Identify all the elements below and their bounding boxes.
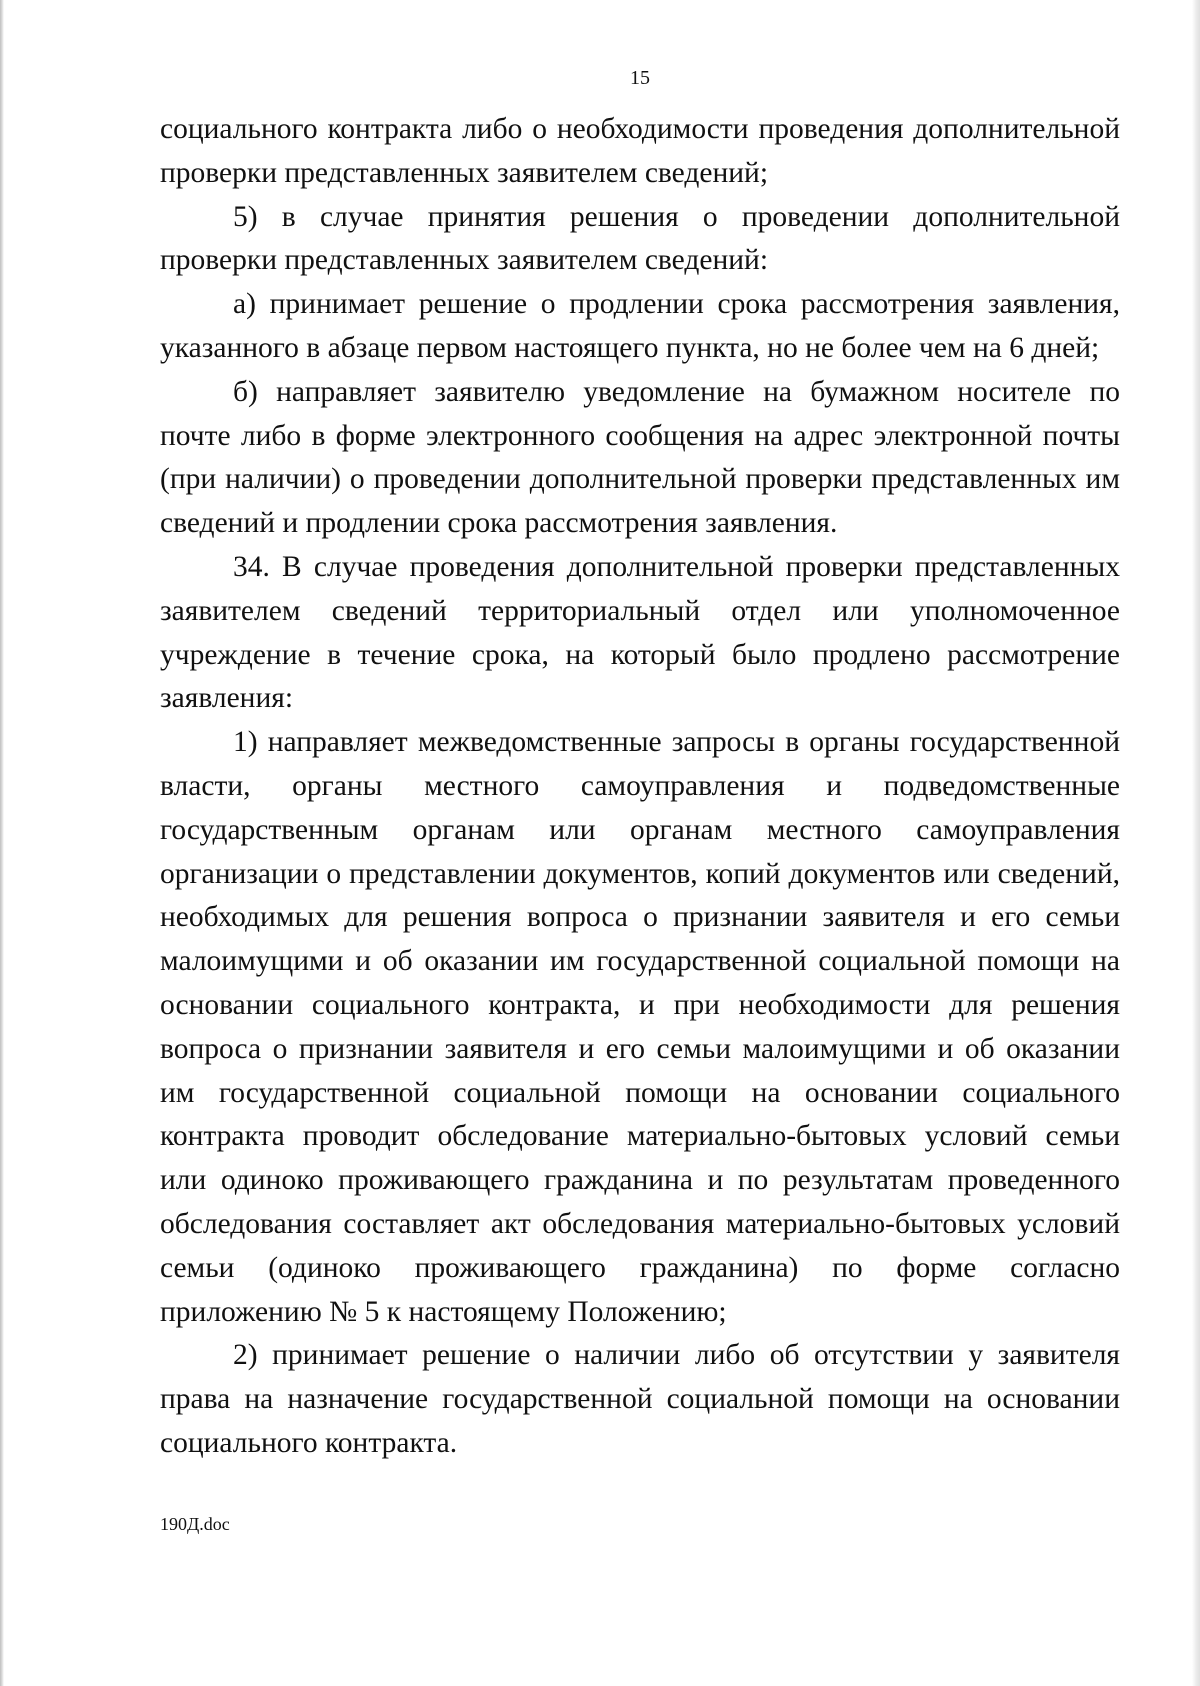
page-number: 15 <box>630 67 650 89</box>
scan-edge-right <box>1192 0 1200 1686</box>
paragraph-subitem-a: а) принимает решение о продлении срока рассмотрения заявления, указанного в абзаце первом настоящего пункта, но не более чем на 6 дней; <box>160 288 1120 364</box>
paragraph-item-5: 5) в случае принятия решения о проведении дополнительной проверки представленных заявителем сведений: <box>160 200 1120 277</box>
scan-edge-left <box>0 0 4 1686</box>
paragraph-item-2: 2) принимает решение о наличии либо об отсутствии у заявителя права на назначение государственной социальной помощи на основании социального контракта. <box>160 1339 1120 1459</box>
paragraph-continuation: социального контракта либо о необходимости проведения дополнительной проверки представленных заявителем сведений; <box>160 113 1120 189</box>
footer-file-name: 190Д.doc <box>160 1514 230 1534</box>
paragraph-subitem-b: б) направляет заявителю уведомление на бумажном носителе по почте либо в форме электронного сообщения на адрес электронной почты (при наличии) о проведении дополнительной проверки представленных им сведений и продлении срока рассмотрения заявления. <box>160 375 1120 540</box>
paragraph-item-1: 1) направляет межведомственные запросы в органы государственной власти, органы местного самоуправления и подведомственные государственным органам или органам местного самоуправления организации о представлении документов, копий документов или сведений, необходимых для решения вопроса о признании заявителя и его семьи малоимущими и об оказании им государственной социальной помощи на основании социального контракта, и при необходимости для решения вопроса о признании заявителя и его семьи малоимущими и об оказании им государственной социальной помощи на основании социального контракта проводит обследование материально-бытовых условий семьи или одиноко проживающего гражданина и по результатам проведенного обследования составляет акт обследования материально-бытовых условий семьи (одиноко проживающего гражданина) по форме согласно приложению № 5 к настоящему Положению; <box>160 726 1120 1328</box>
document-body <box>160 108 1120 1466</box>
paragraph-section-34: 34. В случае проведения дополнительной проверки представленных заявителем сведений территориальный отдел или уполномоченное учреждение в течение срока, на который было продлено рассмотрение заявления: <box>160 550 1120 715</box>
